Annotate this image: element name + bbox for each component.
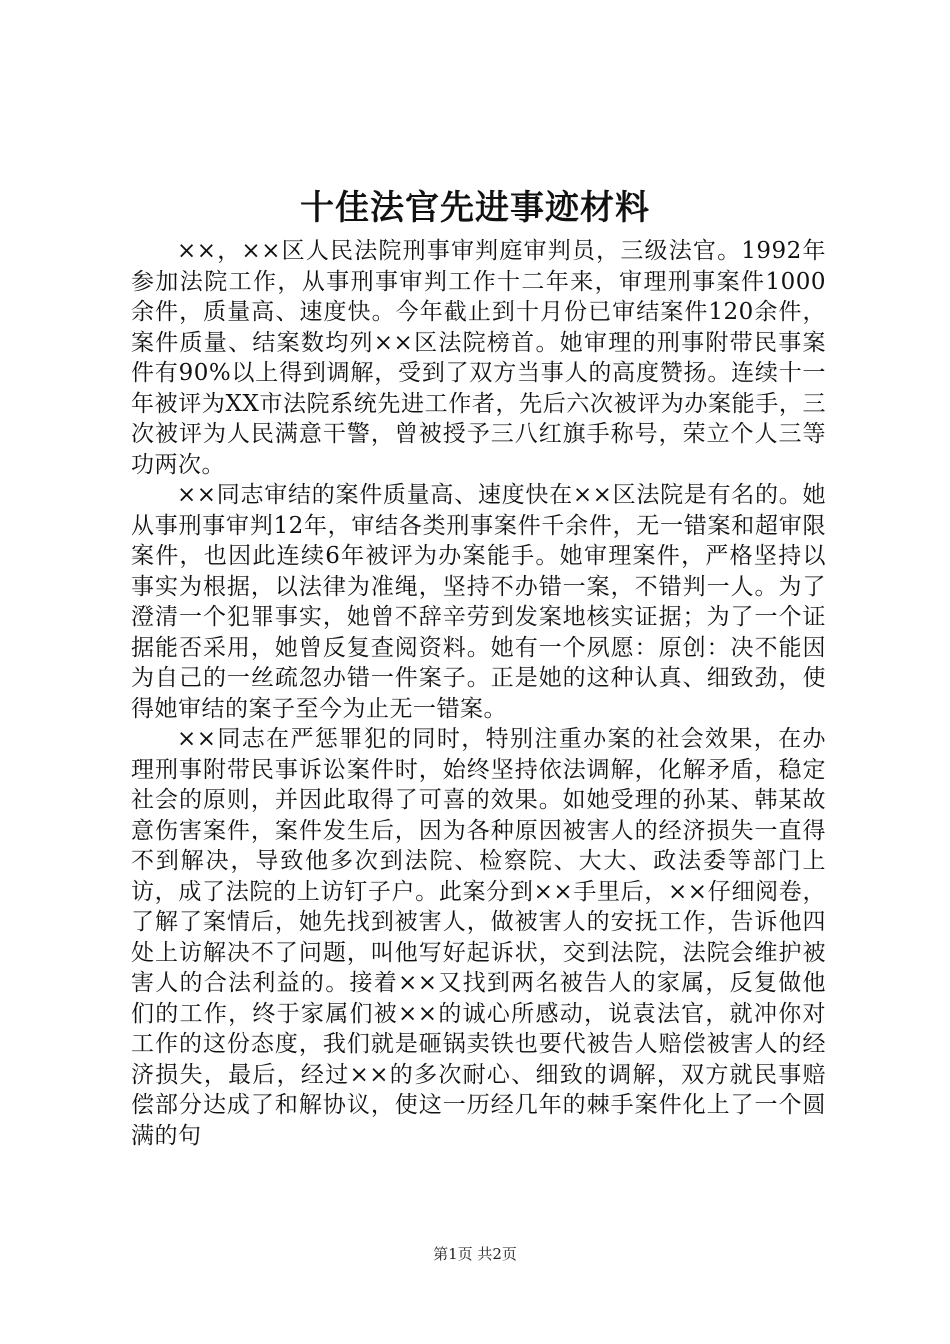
paragraph-1: ××，××区人民法院刑事审判庭审判员，三级法官。1992年参加法院工作，从事刑事审判工作十二年来，审理刑事案件1000余件，质量高、速度快。今年截止到十月份已审结案件120余件，案件质量、结案数均列××区法院榜首。她审理的刑事附带民事案件有90%以上得到调解，受到了双方当事人的高度赞扬。连续十一年被评为XX市法院系统先进工作者，先后六次被评为办案能手，三次被评为人民满意干警，曾被授予三八红旗手称号，荣立个人三等功两次。 bbox=[131, 238, 826, 478]
paragraph-3: ××同志在严惩罪犯的同时，特别注重办案的社会效果，在办理刑事附带民事诉讼案件时，始终坚持依法调解，化解矛盾，稳定社会的原则，并因此取得了可喜的效果。如她受理的孙某、韩某故意伤害案件，案件发生后，因为各种原因被害人的经济损失一直得不到解决，导致他多次到法院、检察院、大大、政法委等部门上访，成了法院的上访钉子户。此案分到××手里后，××仔细阅卷，了解了案情后，她先找到被害人，做被害人的安抚工作，告诉他四处上访解决不了问题，叫他写好起诉状，交到法院，法院会维护被害人的合法利益的。接着××又找到两名被告人的家属，反复做他们的工作，终于家属们被××的诚心所感动，说袁法官，就冲你对工作的这份态度，我们就是砸锅卖铁也要代被告人赔偿被害人的经济损失，最后，经过××的多次耐心、细致的调解，双方就民事赔偿部分达成了和解协议，使这一历经几年的棘手案件化上了一个圆满的句 bbox=[131, 726, 826, 1149]
page-footer: 第1页 共2页 bbox=[433, 1245, 517, 1263]
document-title: 十佳法官先进事迹材料 bbox=[300, 188, 650, 228]
document-body bbox=[131, 236, 826, 1151]
paragraph-2: ××同志审结的案件质量高、速度快在××区法院是有名的。她从事刑事审判12年，审结各类刑事案件千余件，无一错案和超审限案件，也因此连续6年被评为办案能手。她审理案件，严格坚持以事实为根据，以法律为准绳，坚持不办错一案，不错判一人。为了澄清一个犯罪事实，她曾不辞辛劳到发案地核实证据；为了一个证据能否采用，她曾反复查阅资料。她有一个夙愿：原创：决不能因为自己的一丝疏忽办错一件案子。正是她的这种认真、细致劲，使得她审结的案子至今为止无一错案。 bbox=[131, 482, 826, 722]
